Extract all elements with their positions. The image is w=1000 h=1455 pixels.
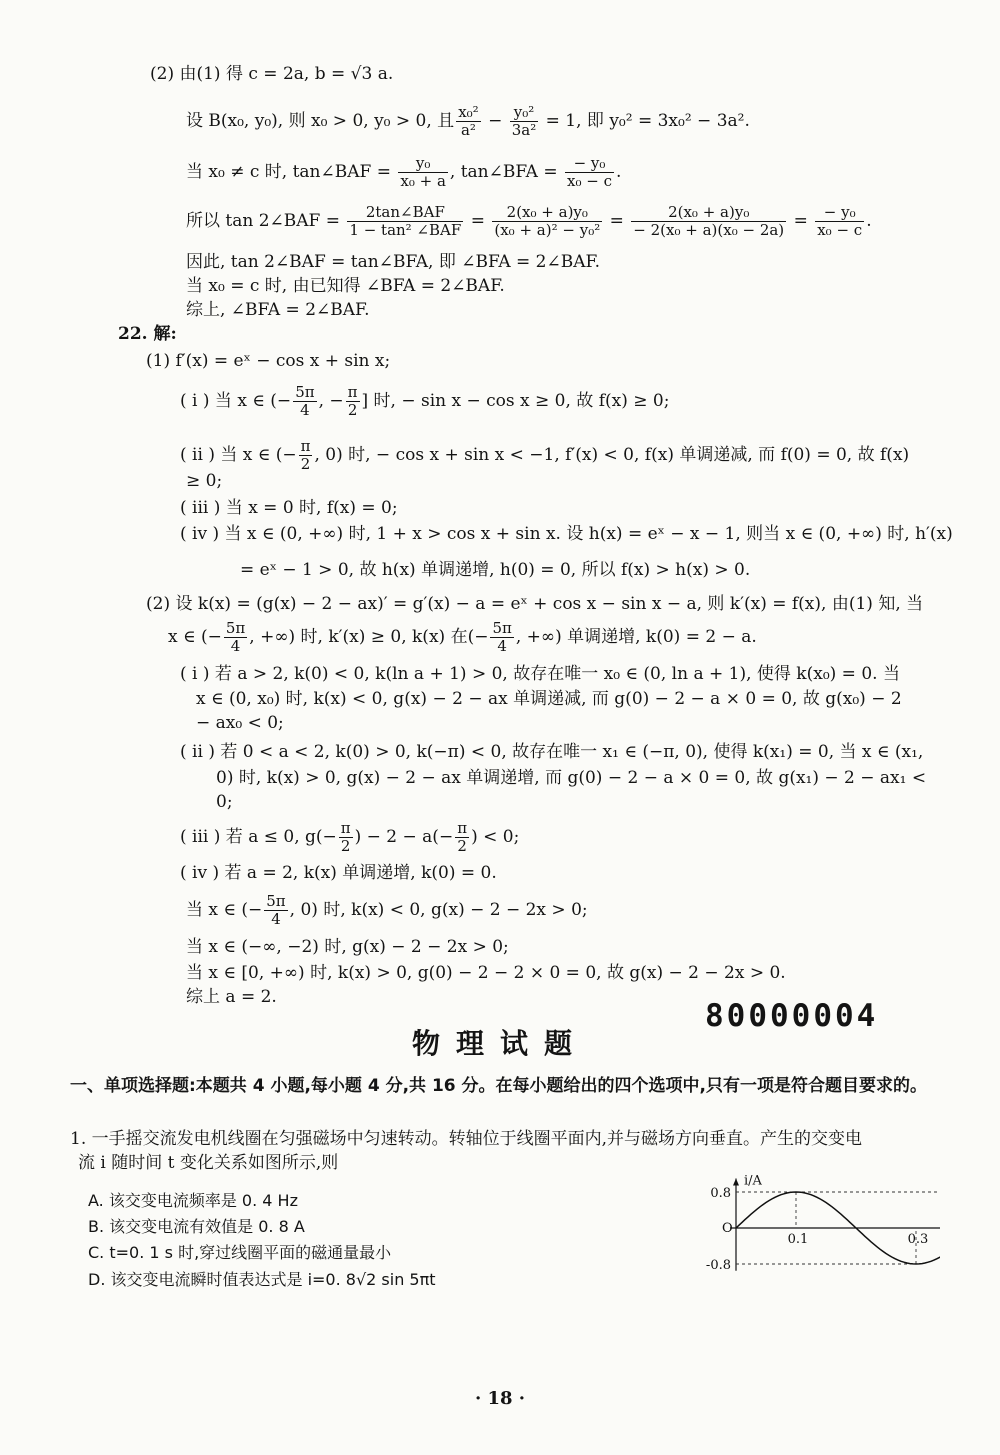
solution-line: 因此, tan 2∠BAF = tan∠BFA, 即 ∠BFA = 2∠BAF. (186, 252, 601, 272)
solution-line: 当 x₀ = c 时, 由已知得 ∠BFA = 2∠BAF. (186, 276, 505, 296)
page-title: 物理试题 (411, 1027, 588, 1060)
solution-line: 综上 a = 2. (186, 987, 277, 1007)
option-d: D. 该交变电流瞬时值表达式是 i=0. 8√2 sin 5πt (88, 1270, 436, 1289)
origin-label: O (722, 1221, 733, 1236)
solution-line: ( ii ) 当 x ∈ (− $\frac{\pi}{2}$ , 0) 时, − cos x + sin x < −1, f′(x) < 0, f(x) 单调递减, 而 f(0) = 0, 故 f(x) (180, 437, 910, 473)
solution-line: x ∈ (− $\frac{5\pi}{4}$ , +∞) 时, k′(x) ≥ 0, k(x) 在(− $\frac{5\pi}{4}$ , +∞) 单调递增, k(0) = 2 − a. (168, 619, 757, 655)
option-c: C. t=0. 1 s 时,穿过线圈平面的磁通量最小 (88, 1243, 392, 1262)
solution-line: 当 x ∈ (−∞, −2) 时, g(x) − 2 − 2x > 0; (186, 937, 509, 957)
solution-line: 当 x ∈ [0, +∞) 时, k(x) > 0, g(0) − 2 − 2 × 0 = 0, 故 g(x) − 2 − 2x > 0. (186, 963, 786, 983)
option-b: B. 该交变电流有效值是 0. 8 A (88, 1217, 305, 1236)
y-tick-label: -0.8 (705, 1258, 731, 1273)
solution-line: ( i ) 当 x ∈ (− $\frac{5\pi}{4}$ , − $\frac{\pi}{2}$ ] 时, − sin x − cos x ≥ 0, 故 f(x) ≥ 0; (180, 383, 670, 419)
solution-line: ( iv ) 当 x ∈ (0, +∞) 时, 1 + x > cos x + sin x. 设 h(x) = eˣ − x − 1, 则当 x ∈ (0, +∞) 时, h′(x) (180, 524, 953, 544)
y-tick-label: 0.8 (710, 1186, 731, 1201)
solution-line: 当 x ∈ (− $\frac{5\pi}{4}$ , 0) 时, k(x) < 0, g(x) − 2 − 2x > 0; (186, 892, 588, 928)
solution-line: (2) 由(1) 得 c = 2a, b = √3 a. (150, 64, 394, 84)
y-axis-arrow (733, 1179, 739, 1186)
solution-line: ≥ 0; (186, 471, 223, 491)
solution-line: 设 B(x₀, y₀), 则 x₀ > 0, y₀ > 0, 且 $\frac{\text{x₀²}}{\text{a²}}$ − $\frac{\text{y₀²}}{\text{3a²}}$ = 1, 即 y₀² = 3x₀² − 3a². (186, 103, 750, 139)
question-number: 22. 解: (118, 324, 177, 344)
code-stamp: 80000004 (705, 998, 879, 1034)
current-time-graph (700, 1148, 940, 1288)
solution-line: 综上, ∠BFA = 2∠BAF. (186, 300, 370, 320)
section-heading: 一、单项选择题:本题共 4 小题,每小题 4 分,共 16 分。在每小题给出的四个选项中,只有一项是符合题目要求的。 (70, 1076, 927, 1096)
solution-line: 当 x₀ ≠ c 时, tan∠BAF = $\frac{\text{y₀}}{\text{x₀ + a}}$ , tan∠BFA = $\frac{\text{− y₀}}{\text{x₀ − c}}$ . (186, 154, 622, 190)
page-number: · 18 · (474, 1388, 526, 1409)
x-tick-label: 0.3 (907, 1232, 929, 1247)
solution-line: ( ii ) 若 0 < a < 2, k(0) > 0, k(−π) < 0, 故存在唯一 x₁ ∈ (−π, 0), 使得 k(x₁) = 0, 当 x ∈ (x₁, (180, 742, 924, 762)
solution-line: ( iii ) 若 a ≤ 0, g(− $\frac{\pi}{2}$ ) − 2 − a(− $\frac{\pi}{2}$ ) < 0; (180, 819, 520, 855)
solution-line: x ∈ (0, x₀) 时, k(x) < 0, g(x) − 2 − ax 单调递减, 而 g(0) − 2 − a × 0 = 0, 故 g(x₀) − 2 (196, 689, 902, 709)
solution-line: = eˣ − 1 > 0, 故 h(x) 单调递增, h(0) = 0, 所以 f(x) > h(x) > 0. (240, 560, 751, 580)
solution-line: − ax₀ < 0; (196, 713, 284, 733)
solution-line: 所以 tan 2∠BAF = $\frac{\text{2tan∠BAF}}{\text{1 − tan² ∠BAF}}$ = $\frac{\text{2(x₀ + a)y₀}}{\text{(x₀ + a)² − y₀²}}$ = $\frac{\text{2(x₀ + a)y₀}}{\text{− 2(x₀ + a)(x₀ − 2a)}}$ = $\frac{\text{− y₀}}{\text{x₀ − c}}$ . (186, 203, 872, 239)
solution-line: (2) 设 k(x) = (g(x) − 2 − ax)′ = g′(x) − a = eˣ + cos x − sin x − a, 则 k′(x) = f(x), 由(1) 知, 当 (146, 594, 924, 614)
solution-line: ( iv ) 若 a = 2, k(x) 单调递增, k(0) = 0. (180, 863, 497, 883)
option-a: A. 该交变电流频率是 0. 4 Hz (88, 1191, 298, 1210)
solution-line: 0) 时, k(x) > 0, g(x) − 2 − ax 单调递增, 而 g(0) − 2 − a × 0 = 0, 故 g(x₁) − 2 − ax₁ < (216, 768, 927, 788)
solution-line: ( iii ) 当 x = 0 时, f(x) = 0; (180, 498, 398, 518)
solution-line: 0; (216, 792, 233, 812)
question-text: 流 i 随时间 t 变化关系如图所示,则 (78, 1153, 339, 1173)
solution-line: (1) f′(x) = eˣ − cos x + sin x; (146, 351, 391, 371)
question-text: 1. 一手摇交流发电机线圈在匀强磁场中匀速转动。转轴位于线圈平面内,并与磁场方向垂直。产生的交变电 (70, 1129, 863, 1149)
x-tick-label: 0.1 (787, 1232, 809, 1247)
solution-line: ( i ) 若 a > 2, k(0) < 0, k(ln a + 1) > 0, 故存在唯一 x₀ ∈ (0, ln a + 1), 使得 k(x₀) = 0. 当 (180, 664, 900, 684)
y-axis-label: i/A (744, 1173, 762, 1189)
